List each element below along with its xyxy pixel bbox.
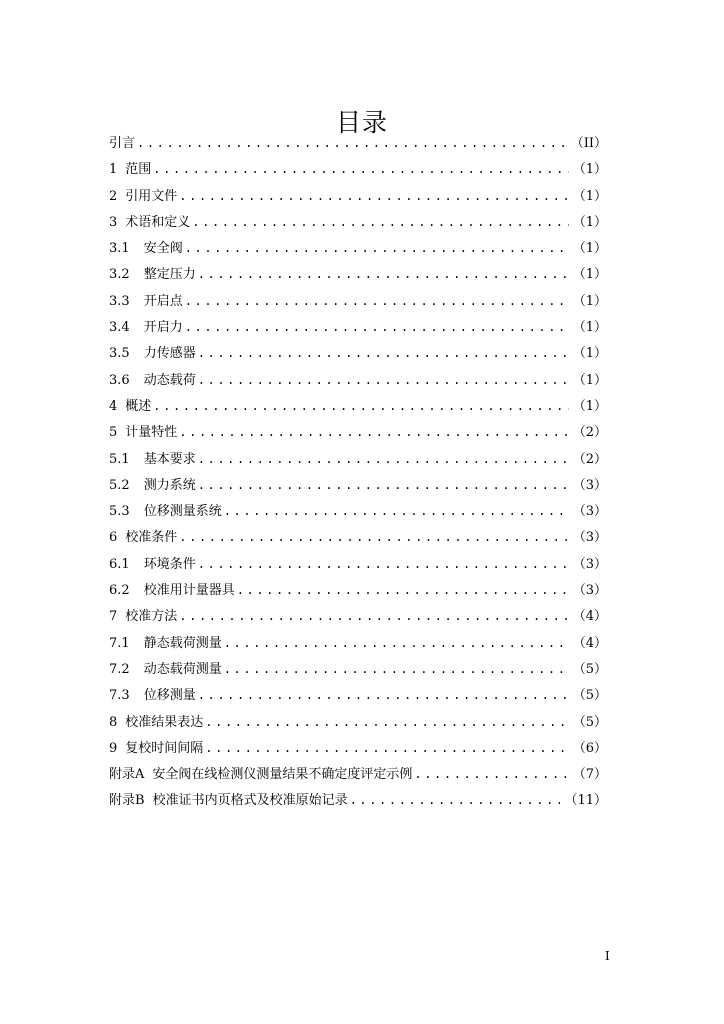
toc-entry-page: （II）: [570, 136, 607, 151]
toc-entry-title: 开启力: [143, 320, 183, 336]
toc-entry-page: （1）: [572, 320, 607, 336]
page-title: 目录: [335, 107, 388, 137]
dot-leader: [198, 551, 569, 577]
toc-entry[interactable]: [109, 419, 607, 445]
toc-entry-number: 5.3: [109, 504, 130, 520]
toc-entry-title: 整定压力: [143, 267, 196, 283]
toc-entry-page: （1）: [572, 162, 607, 178]
toc-entry-label: [109, 210, 192, 236]
toc-entry-number: 9: [109, 740, 118, 756]
toc-entry-page: （7）: [572, 767, 607, 783]
dot-leader: [205, 735, 568, 761]
toc-entry-title: 位移测量系统: [143, 504, 222, 520]
toc-entry-number: 5: [109, 425, 118, 441]
table-of-contents: [109, 130, 607, 814]
dot-leader: [350, 787, 561, 813]
toc-entry[interactable]: [109, 498, 607, 524]
toc-entry-page: （3）: [572, 477, 607, 493]
dot-leader: [224, 656, 569, 682]
toc-entry-page: （5）: [572, 661, 607, 677]
toc-entry-label: [109, 262, 198, 288]
toc-entry[interactable]: [109, 551, 607, 577]
toc-entry-number: 8: [109, 714, 118, 730]
dot-leader: [224, 630, 569, 656]
toc-entry-number: 3.4: [109, 320, 130, 336]
toc-entry-number: 4: [109, 398, 118, 414]
toc-entry-page: （1）: [572, 346, 607, 362]
toc-entry-number: 5.1: [109, 451, 130, 467]
toc-entry[interactable]: [109, 340, 607, 366]
toc-entry-title: 开启点: [143, 293, 183, 309]
toc-entry[interactable]: [109, 577, 607, 603]
toc-entry-title: 测力系统: [143, 477, 196, 493]
dot-leader: [192, 209, 568, 235]
toc-entry[interactable]: [109, 603, 607, 629]
toc-entry-number: 3.3: [109, 293, 130, 309]
toc-entry[interactable]: [109, 735, 607, 761]
toc-entry-number: 3.6: [109, 372, 130, 388]
toc-entry-title: 概述: [125, 398, 152, 414]
toc-entry-page: （1）: [572, 188, 607, 204]
toc-entry-number: 附录A: [109, 767, 145, 783]
toc-entry-label: [109, 604, 179, 630]
dot-leader: [153, 156, 568, 182]
toc-entry-page: （3）: [572, 583, 607, 599]
toc-entry-label: [109, 157, 153, 183]
toc-entry-label: [109, 289, 185, 315]
toc-entry-page: （2）: [572, 425, 607, 441]
toc-entry-page: （1）: [572, 398, 607, 414]
toc-entry-number: 6.2: [109, 583, 130, 599]
toc-entry-page: （2）: [572, 451, 607, 467]
toc-entry-number: 1: [109, 162, 118, 178]
toc-entry-label: [109, 236, 185, 262]
toc-entry-label: [109, 762, 414, 788]
toc-entry-title: 位移测量: [143, 688, 196, 704]
toc-entry-page: （11）: [564, 793, 607, 809]
toc-entry-label: [109, 683, 198, 709]
toc-entry-title: 引用文件: [125, 188, 178, 204]
toc-entry-number: 7: [109, 609, 118, 625]
dot-leader: [137, 130, 567, 156]
toc-entry-label: [109, 473, 198, 499]
dot-leader: [237, 577, 569, 603]
dot-leader: [198, 472, 569, 498]
toc-entry-page: （1）: [572, 372, 607, 388]
toc-entry[interactable]: [109, 235, 607, 261]
dot-leader: [153, 393, 568, 419]
toc-entry[interactable]: [109, 209, 607, 235]
toc-entry-label: [109, 184, 179, 210]
toc-entry-page: （3）: [572, 504, 607, 520]
toc-entry-label: [109, 499, 224, 525]
dot-leader: [185, 288, 569, 314]
toc-entry[interactable]: [109, 446, 607, 472]
toc-entry-label: [109, 447, 198, 473]
toc-entry-number: 附录B: [109, 793, 145, 809]
dot-leader: [198, 682, 569, 708]
toc-entry-page: （1）: [572, 293, 607, 309]
toc-entry[interactable]: [109, 524, 607, 550]
toc-entry-label: [109, 525, 179, 551]
page-number: I: [605, 949, 610, 963]
toc-entry-title: 范围: [125, 162, 152, 178]
toc-entry-title: 安全阀: [143, 241, 183, 257]
dot-leader: [185, 314, 569, 340]
toc-entry[interactable]: [109, 156, 607, 182]
toc-entry-label: [109, 341, 198, 367]
toc-entry-number: 3.1: [109, 241, 130, 257]
dot-leader: [185, 235, 569, 261]
toc-entry[interactable]: [109, 630, 607, 656]
toc-entry-title: 引言: [109, 136, 136, 151]
toc-entry-number: 7.1: [109, 635, 130, 651]
toc-entry-number: 7.3: [109, 688, 130, 704]
toc-entry-page: （4）: [572, 609, 607, 625]
toc-entry-label: [109, 710, 205, 736]
toc-entry-title: 校准结果表达: [125, 714, 204, 730]
toc-entry-title: 复校时间间隔: [125, 740, 204, 756]
toc-entry[interactable]: [109, 314, 607, 340]
toc-entry[interactable]: [109, 288, 607, 314]
toc-entry-title: 校准条件: [125, 530, 178, 546]
toc-entry-page: （1）: [572, 241, 607, 257]
toc-entry[interactable]: [109, 682, 607, 708]
toc-entry-title: 校准证书内页格式及校准原始记录: [152, 793, 348, 809]
toc-entry-label: [109, 394, 153, 420]
toc-entry[interactable]: [109, 367, 607, 393]
toc-entry-title: 校准方法: [125, 609, 178, 625]
toc-entry-number: 6: [109, 530, 118, 546]
toc-entry[interactable]: [109, 472, 607, 498]
toc-entry[interactable]: [109, 761, 607, 787]
toc-entry-title: 安全阀在线检测仪测量结果不确定度评定示例: [152, 767, 413, 783]
toc-entry-page: （5）: [572, 714, 607, 730]
toc-entry-label: [109, 736, 205, 762]
toc-entry-title: 环境条件: [143, 556, 196, 572]
toc-entry-page: （1）: [572, 214, 607, 230]
toc-entry[interactable]: [109, 787, 607, 813]
toc-entry-label: [109, 552, 198, 578]
toc-entry-label: [109, 420, 179, 446]
dot-leader: [179, 603, 568, 629]
dot-leader: [414, 761, 568, 787]
toc-entry-number: 3.2: [109, 267, 130, 283]
toc-entry-label: [109, 578, 237, 604]
toc-entry-title: 力传感器: [143, 346, 196, 362]
dot-leader: [198, 367, 569, 393]
toc-entry-number: 5.2: [109, 477, 130, 493]
toc-entry-number: 7.2: [109, 661, 130, 677]
toc-entry-number: 2: [109, 188, 118, 204]
toc-entry-title: 动态载荷: [143, 372, 196, 388]
dot-leader: [198, 446, 569, 472]
dot-leader: [224, 498, 569, 524]
toc-entry-title: 计量特性: [125, 425, 178, 441]
toc-entry-page: （4）: [572, 635, 607, 651]
toc-entry[interactable]: [109, 183, 607, 209]
dot-leader: [179, 183, 568, 209]
toc-entry-label: [109, 631, 224, 657]
toc-entry-title: 术语和定义: [125, 214, 191, 230]
toc-entry-number: 6.1: [109, 556, 130, 572]
toc-entry-title: 静态载荷测量: [143, 635, 222, 651]
dot-leader: [179, 419, 568, 445]
toc-entry[interactable]: [109, 709, 607, 735]
dot-leader: [179, 524, 568, 550]
toc-entry-number: 3.5: [109, 346, 130, 362]
toc-entry-label: [109, 315, 185, 341]
dot-leader: [205, 709, 568, 735]
toc-entry-label: [109, 788, 350, 814]
toc-entry-number: 3: [109, 214, 118, 230]
toc-entry-title: 动态载荷测量: [143, 661, 222, 677]
toc-entry-label: [109, 131, 137, 157]
toc-entry-page: （3）: [572, 530, 607, 546]
toc-entry[interactable]: [109, 393, 607, 419]
dot-leader: [198, 340, 569, 366]
toc-entry[interactable]: [109, 130, 607, 156]
toc-entry-label: [109, 368, 198, 394]
dot-leader: [198, 261, 569, 287]
toc-entry-title: 校准用计量器具: [143, 583, 235, 599]
toc-entry[interactable]: [109, 261, 607, 287]
toc-entry-title: 基本要求: [143, 451, 196, 467]
toc-entry-page: （1）: [572, 267, 607, 283]
toc-entry-label: [109, 657, 224, 683]
toc-entry-page: （5）: [572, 688, 607, 704]
toc-entry[interactable]: [109, 656, 607, 682]
toc-entry-page: （6）: [572, 740, 607, 756]
toc-entry-page: （3）: [572, 556, 607, 572]
